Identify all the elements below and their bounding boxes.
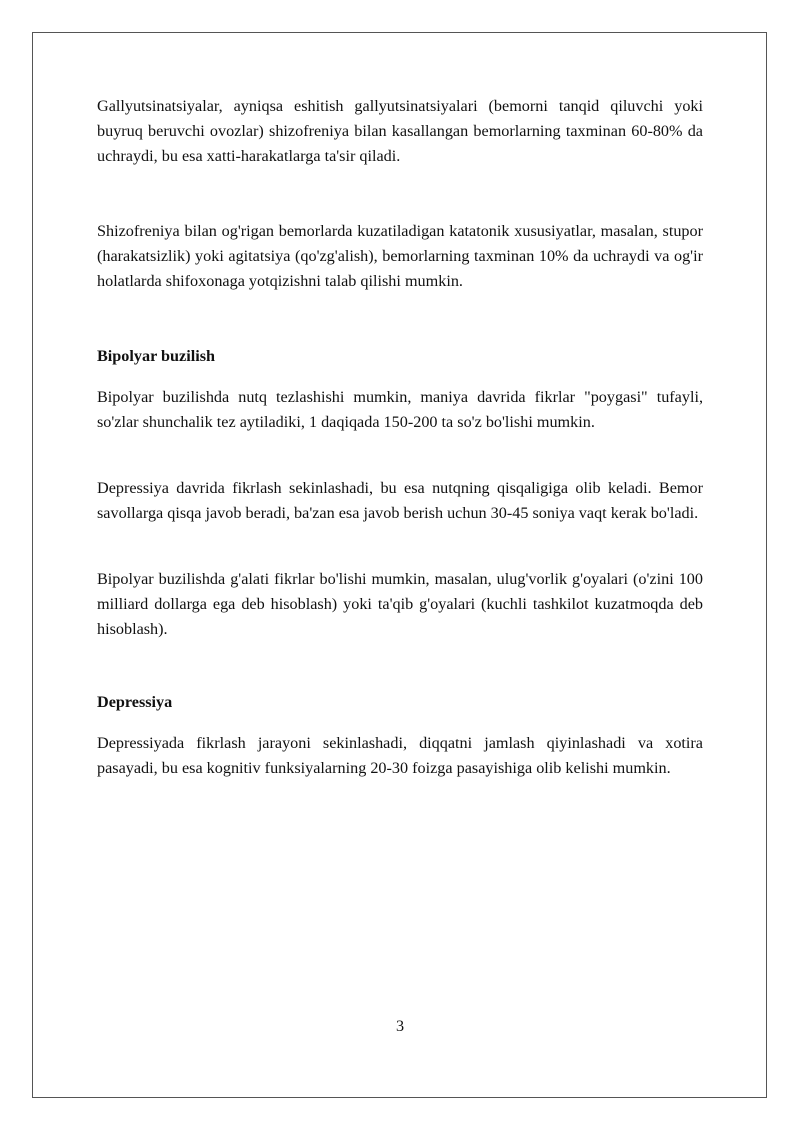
page-number: 3 bbox=[395, 1017, 405, 1035]
document-body bbox=[97, 94, 703, 781]
heading-depression: Depressiya bbox=[97, 693, 173, 711]
paragraph-depression-cognition: Depressiyada fikrlash jarayoni sekinlashadi, diqqatni jamlash qiyinlashadi va xotira pasayadi, bu esa kognitiv funksiyalarning 20-30 foizga pasayishiga olib kelishi mumkin. bbox=[97, 734, 703, 777]
heading-bipolar: Bipolyar buzilish bbox=[97, 347, 215, 365]
paragraph-hallucinations: Gallyutsinatsiyalar, ayniqsa eshitish gallyutsinatsiyalari (bemorni tanqid qiluvchi yoki buyruq beruvchi ovozlar) shizofreniya bilan kasallangan bemorlarning taxminan 60-80% da uchraydi, bu esa xatti-harakatlarga ta'sir qiladi. bbox=[97, 97, 703, 165]
paragraph-catatonic: Shizofreniya bilan og'rigan bemorlarda kuzatiladigan katatonik xususiyatlar, masalan, stupor (harakatsizlik) yoki agitatsiya (qo'zg'alish), bemorlarning taxminan 10% da uchraydi va og'ir holatlarda shifoxonaga yotqizishni talab qilishi mumkin. bbox=[97, 222, 703, 290]
paragraph-depression-thinking: Depressiya davrida fikrlash sekinlashadi, bu esa nutqning qisqaligiga olib keladi. Bemor savollarga qisqa javob beradi, ba'zan esa javob berish uchun 30-45 soniya vaqt kerak bo'ladi. bbox=[97, 479, 703, 522]
paragraph-bipolar-ideas: Bipolyar buzilishda g'alati fikrlar bo'lishi mumkin, masalan, ulug'vorlik g'oyalari (o'zini 100 milliard dollarga ega deb hisoblash) yoki ta'qib g'oyalari (kuchli tashkilot kuzatmoqda deb hisoblash). bbox=[97, 570, 703, 638]
paragraph-bipolar-speech: Bipolyar buzilishda nutq tezlashishi mumkin, maniya davrida fikrlar "poygasi" tufayli, so'zlar shunchalik tez aytiladiki, 1 daqiqada 150-200 ta so'z bo'lishi mumkin. bbox=[97, 388, 703, 431]
